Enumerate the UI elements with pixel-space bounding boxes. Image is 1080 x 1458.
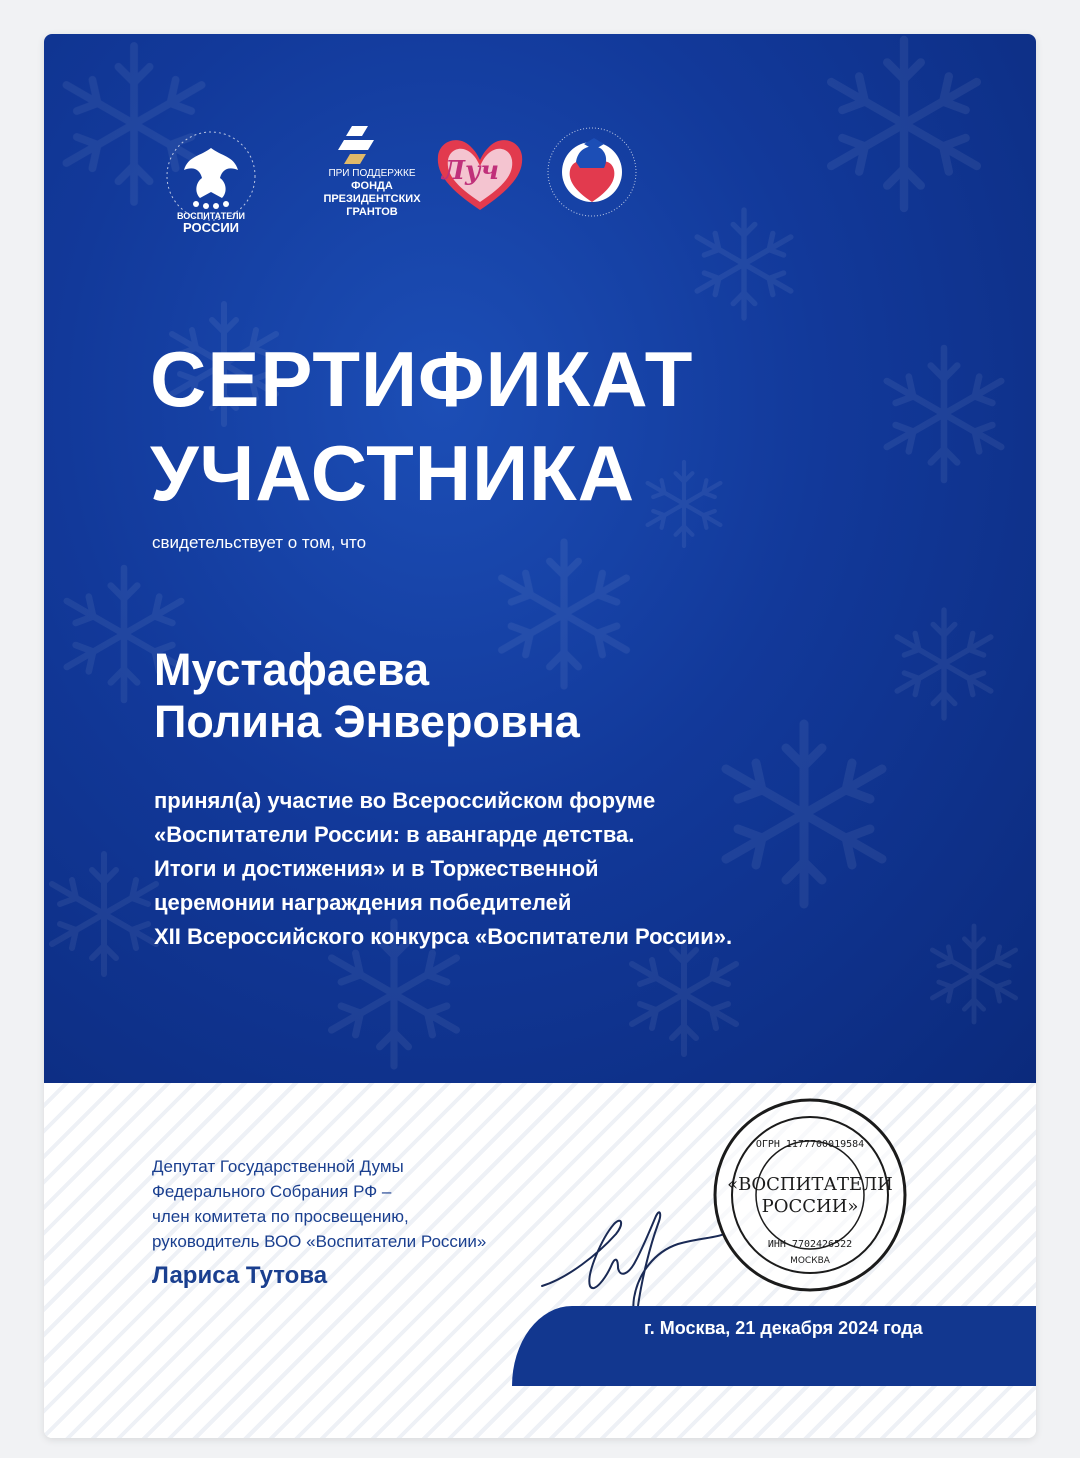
position-line-3: член комитета по просвещению, xyxy=(152,1207,409,1226)
recipient-given-names: Полина Энверовна xyxy=(154,696,580,747)
institute-emblem-icon xyxy=(544,124,640,220)
institute-logo xyxy=(544,124,640,225)
vospitateli-rossii-logo xyxy=(156,126,266,241)
title-line-2: УЧАСТНИКА xyxy=(150,429,636,517)
body-line-3: Итоги и достижения» и в Торжественной xyxy=(154,856,599,881)
body-line-5: XII Всероссийского конкурса «Воспитатели России». xyxy=(154,924,733,949)
certificate-body xyxy=(154,784,914,954)
grants-line-4: ГРАНТОВ xyxy=(346,206,398,218)
certificate-date: г. Москва, 21 декабря 2024 года xyxy=(644,1318,923,1338)
stamp-inn: ИНН 7702426522 xyxy=(767,1239,853,1250)
position-line-4: руководитель ВОО «Воспитатели России» xyxy=(152,1232,487,1251)
title-line-1: СЕРТИФИКАТ xyxy=(150,335,694,423)
logo-line-1: ВОСПИТАТЕЛИ xyxy=(177,211,245,221)
grants-line-3: ПРЕЗИДЕНТСКИХ xyxy=(323,193,421,205)
grants-line-1: ПРИ ПОДДЕРЖКЕ xyxy=(328,168,416,179)
handwritten-signature xyxy=(538,1194,728,1324)
recipient-surname: Мустафаева xyxy=(154,644,430,695)
certificate-header-panel xyxy=(44,34,1036,1083)
stamp-city: МОСКВА xyxy=(790,1256,830,1266)
signatory-name: Лариса Тутова xyxy=(152,1262,328,1289)
presidential-grants-logo-icon xyxy=(334,124,384,173)
body-line-4: церемонии награждения победителей xyxy=(154,890,572,915)
logo-line-2: РОССИИ xyxy=(182,220,240,235)
certificate-card xyxy=(44,34,1036,1438)
body-line-1: принял(а) участие во Всероссийском форуме xyxy=(154,788,656,813)
position-line-1: Депутат Государственной Думы xyxy=(152,1157,404,1176)
grants-line-2: ФОНДА xyxy=(351,180,393,192)
luch-logo xyxy=(430,130,530,221)
official-stamp xyxy=(712,1097,908,1293)
certificate-title xyxy=(150,332,693,520)
stamp-center-line-2: РОССИИ» xyxy=(761,1196,859,1217)
luch-logo-text: Луч xyxy=(442,156,500,186)
body-line-2: «Воспитатели России: в авангарде детства. xyxy=(154,822,635,847)
presidential-grants-text xyxy=(312,167,432,219)
stamp-ogrn: ОГРН 1177700019584 xyxy=(755,1139,865,1150)
position-line-2: Федерального Собрания РФ – xyxy=(152,1182,392,1201)
recipient-name xyxy=(154,644,580,748)
certificate-subtitle: свидетельствует о том, что xyxy=(152,533,367,552)
stamp-center-line-1: «ВОСПИТАТЕЛИ xyxy=(727,1174,893,1195)
